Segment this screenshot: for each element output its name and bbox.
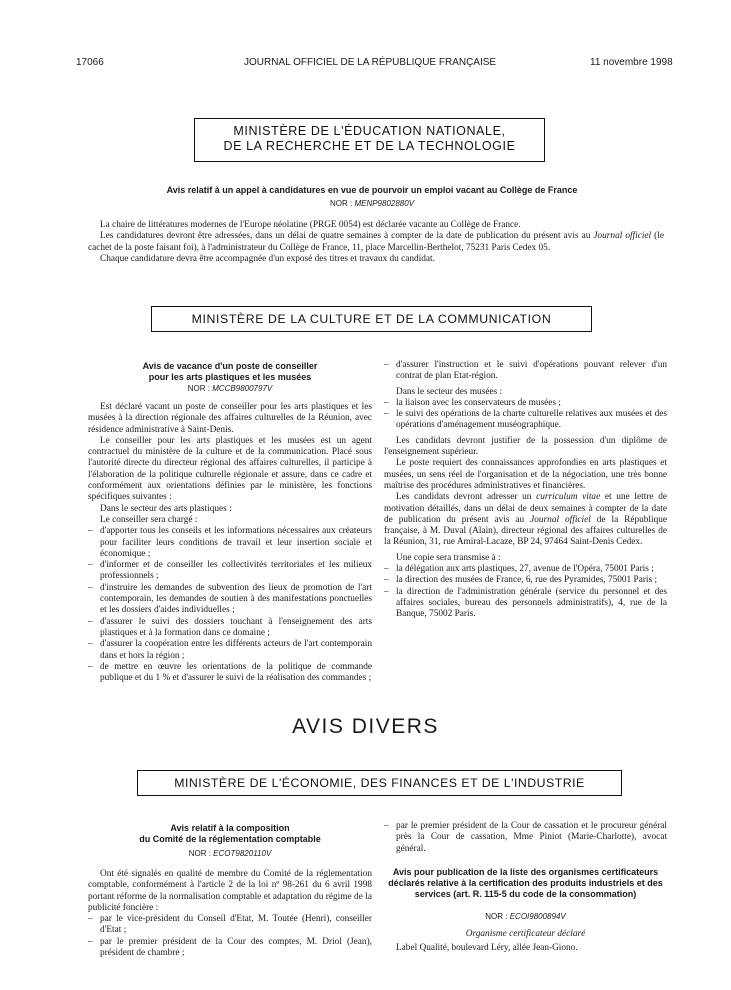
- nor-reference: NOR : ECOI9800894V: [485, 912, 566, 921]
- notice-body-left: [88, 402, 372, 684]
- list-item: – la direction des musées de France, 6, rue des Pyramides, 75001 Paris ;: [384, 575, 667, 586]
- ministry-box-economie: [137, 770, 622, 796]
- copies-list: [384, 564, 667, 620]
- members-list: [88, 914, 372, 959]
- paragraph: Ont été signalés en qualité de membre du Comité de la réglementation comptable, conformément à l'article 2 de la loi nº 98-261 du 6 avril 1998 portant réforme de la normalisation comptable et adaptation du régime de la publicité foncière :: [88, 869, 372, 913]
- notice-body-comite-left: [88, 869, 372, 959]
- duties-list: [88, 526, 372, 684]
- nor-code: ECOI9800894V: [509, 912, 566, 921]
- list-item: – par le premier président de la Cour des comptes, M. Driol (Jean), président de chambre ;: [88, 937, 372, 960]
- paragraph: Dans le secteur des musées :: [396, 386, 503, 397]
- notice-title-conseiller: Avis de vacance d'un poste de conseiller pour les arts plastiques et les musées: [142, 361, 318, 382]
- list-item: – la liaison avec les conservateurs de musées ;: [384, 398, 667, 409]
- notice-body-college-de-france: [88, 220, 664, 265]
- paragraph: Le conseiller pour les arts plastiques et les musées est un agent contractuel du ministère de la culture et de la communication. Placé sous l'autorité directe du directeur régional des affaires culturelles, il participe à l'élaboration de la politique culturelle régionale et assure, dans ce cadre et conformément aux orientations définies par le ministère, les fonctions spécifiques suivantes :: [88, 435, 372, 503]
- journal-title: JOURNAL OFFICIEL DE LA RÉPUBLIQUE FRANÇAISE: [244, 57, 497, 68]
- paragraph: Une copie sera transmise à :: [396, 552, 501, 563]
- nor-reference: NOR : ECOT9820110V: [188, 849, 272, 858]
- museums-list: [384, 398, 667, 432]
- paragraph: Label Qualité, boulevard Léry, allée Jean-Giono.: [396, 943, 578, 953]
- paragraph: Les candidats devront justifier de la possession d'un diplôme de l'enseignement supérieur.: [384, 435, 667, 458]
- nor-code: MCCB9800797V: [212, 384, 273, 393]
- notice-title-comite: Avis relatif à la composition du Comité de la réglementation comptable: [139, 823, 321, 844]
- nor-code: MENP9802880V: [354, 199, 415, 208]
- notice-title-certification: Avis pour publication de la liste des organismes certificateurs déclarés relative à la certification des produits industriels et des services (art. R. 115-5 du code de la consommation): [388, 867, 663, 899]
- list-item: – le suivi des opérations de la charte culturelle relatives aux musées et des opérations d'aménagement muséographique.: [384, 409, 667, 432]
- subheading-organisme: Organisme certificateur déclaré: [465, 929, 586, 939]
- list-item: – d'apporter tous les conseils et les informations nécessaires aux créateurs pour faciliter leurs conditions de travail et leur insertion sociale et économique ;: [88, 526, 372, 560]
- section-heading-avis-divers: AVIS DIVERS: [292, 715, 439, 738]
- list-item: – par le vice-président du Conseil d'Etat, M. Toutée (Henri), conseiller d'Etat ;: [88, 914, 372, 937]
- page-number: 17066: [76, 57, 104, 68]
- ministry-name-line1: MINISTÈRE DE L'ÉDUCATION NATIONALE,: [233, 124, 506, 138]
- paragraph: Les candidats devront adresser un curriculum vitae et une lettre de motivation détaillés, dans un délai de deux semaines à compter de la date de publication du présent avis au Journal officiel de la République française, à M. Duval (Alain), directeur régional des affaires culturelles de la Réunion, 31, rue Amiral-Lacaze, BP 24, 97464 Saint-Denis Cedex.: [384, 492, 667, 548]
- notice-title-college-de-france: Avis relatif à un appel à candidatures en vue de pourvoir un emploi vacant au Collège de France: [166, 185, 578, 195]
- nor-label: NOR :: [329, 199, 353, 208]
- paragraph: Chaque candidature devra être accompagnée d'un exposé des titres et travaux du candidat.: [100, 253, 435, 264]
- ministry-name: MINISTÈRE DE LA CULTURE ET DE LA COMMUNICATION: [191, 312, 552, 326]
- notice-body-comite-right: [384, 821, 667, 855]
- notice-body-certification: [384, 943, 667, 954]
- nor-reference: [80, 199, 664, 208]
- paragraph: Le conseiller sera chargé :: [100, 514, 198, 525]
- paragraph: Les candidatures devront être adressées, dans un délai de quatre semaines à compter de la date de publication du présent avis au Journal officiel (le cachet de la poste faisant foi), à l'administrateur du Collège de France, 11, place Marcellin-Berthelot, 75231 Paris Cedex 05.: [88, 231, 664, 253]
- nor-code: ECOT9820110V: [213, 849, 272, 858]
- nor-reference: NOR : MCCB9800797V: [187, 384, 273, 393]
- list-item: – la direction de l'administration générale (service du personnel et des affaires sociales, bureau des personnels administratifs), 4, rue de la Banque, 75002 Paris.: [384, 587, 667, 621]
- list-item: – d'assurer l'instruction et le suivi d'opérations pouvant relever d'un contrat de plan Etat-région.: [384, 360, 667, 383]
- list-item: – d'assurer le suivi des dossiers touchant à l'enseignement des arts plastiques et à la formation dans ce domaine ;: [88, 617, 372, 640]
- list-item: – d'informer et de conseiller les collectivités territoriales et les milieux professionnels ;: [88, 560, 372, 583]
- ministry-name-line2: DE LA RECHERCHE ET DE LA TECHNOLOGIE: [223, 139, 516, 153]
- ministry-name: MINISTÈRE DE L'ÉCONOMIE, DES FINANCES ET DE L'INDUSTRIE: [174, 776, 585, 790]
- paragraph: La chaire de littératures modernes de l'Europe néolatine (PRGE 0054) est déclarée vacante au Collège de France.: [100, 220, 521, 230]
- list-item: – de mettre en œuvre les orientations de la politique de commande publique et du 1 % et d'assurer le suivi de la réalisation des commandes ;: [88, 662, 372, 685]
- ministry-box-culture: [151, 306, 592, 332]
- paragraph: Le poste requiert des connaissances approfondies en arts plastiques et musées, un sens réel de l'organisation et de la négociation, une très bonne maîtrise des procédures administratives et financières.: [384, 458, 667, 491]
- paragraph: Dans le secteur des arts plastiques :: [100, 503, 232, 514]
- issue-date: 11 novembre 1998: [590, 57, 673, 68]
- list-item: – la délégation aux arts plastiques, 27, avenue de l'Opéra, 75001 Paris ;: [384, 564, 667, 575]
- list-item: – par le premier président de la Cour de cassation et le procureur général près la Cour de cassation, Mme Piniot (Marie-Charlotte), avocat général.: [384, 821, 667, 855]
- list-item: – d'instruire les demandes de subvention des lieux de promotion de l'art contemporain, les demandes de soutien à des manifestations ponctuelles et les dossiers d'aides individuelles ;: [88, 583, 372, 617]
- list-item: – d'assurer la coopération entre les différents acteurs de l'art contemporain dans et hors la région ;: [88, 639, 372, 662]
- paragraph: Est déclaré vacant un poste de conseiller pour les arts plastiques et les musées à la direction régionale des affaires culturelles de la Réunion, avec résidence administrative à Saint-Denis.: [88, 402, 372, 435]
- notice-body-right: [384, 360, 667, 621]
- ministry-box-education: [194, 118, 545, 162]
